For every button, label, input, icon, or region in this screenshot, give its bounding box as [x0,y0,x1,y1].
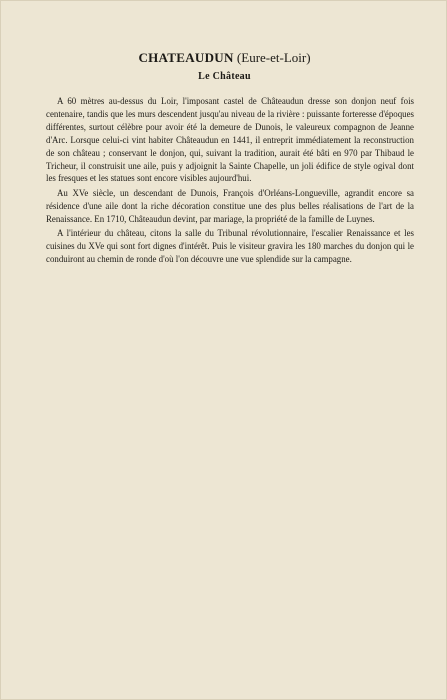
paragraph: A 60 mètres au-dessus du Loir, l'imposant castel de Châteaudun dresse son donjon neuf fois centenaire, tandis que les murs descendent jusqu'au niveau de la rivière : puissante forteresse d'époques différentes, surtout célèbre pour avoir été la demeure de Dunois, le valeureux compagnon de Jeanne d'Arc. Lorsque celui-ci vint habiter Châteaudun en 1441, il entreprit immédiatement la reconstruction de son château ; conservant le donjon, qui, suivant la tradition, aurait été bâti en 970 par Thibaud le Tricheur, il construisit une aile, puis y adjoignit la Sainte Chapelle, un joli édifice de style ogival dont les fresques et les statues sont encore visibles aujourd'hui. [46,96,414,184]
title-region: (Eure-et-Loir) [236,50,311,65]
subtitle: Le Château [198,71,251,82]
page-title [1,50,447,66]
paragraph: A l'intérieur du château, citons la salle du Tribunal révolutionnaire, l'escalier Renaissance et les cuisines du XVe qui sont fort dignes d'intérêt. Puis le visiteur gravira les 180 marches du donjon qui le conduiront au chemin de ronde d'où l'on découvre une vue splendide sur la campagne. [46,228,414,264]
body-text [46,95,414,266]
title-place: CHATEAUDUN [138,50,234,65]
paragraph: Au XVe siècle, un descendant de Dunois, François d'Orléans-Longueville, agrandit encore sa résidence d'une aile dont la riche décoration constitue une des plus belles réalisations de l'art de la Renaissance. En 1710, Châteaudun devint, par mariage, la propriété de la famille de Luynes. [46,188,414,225]
